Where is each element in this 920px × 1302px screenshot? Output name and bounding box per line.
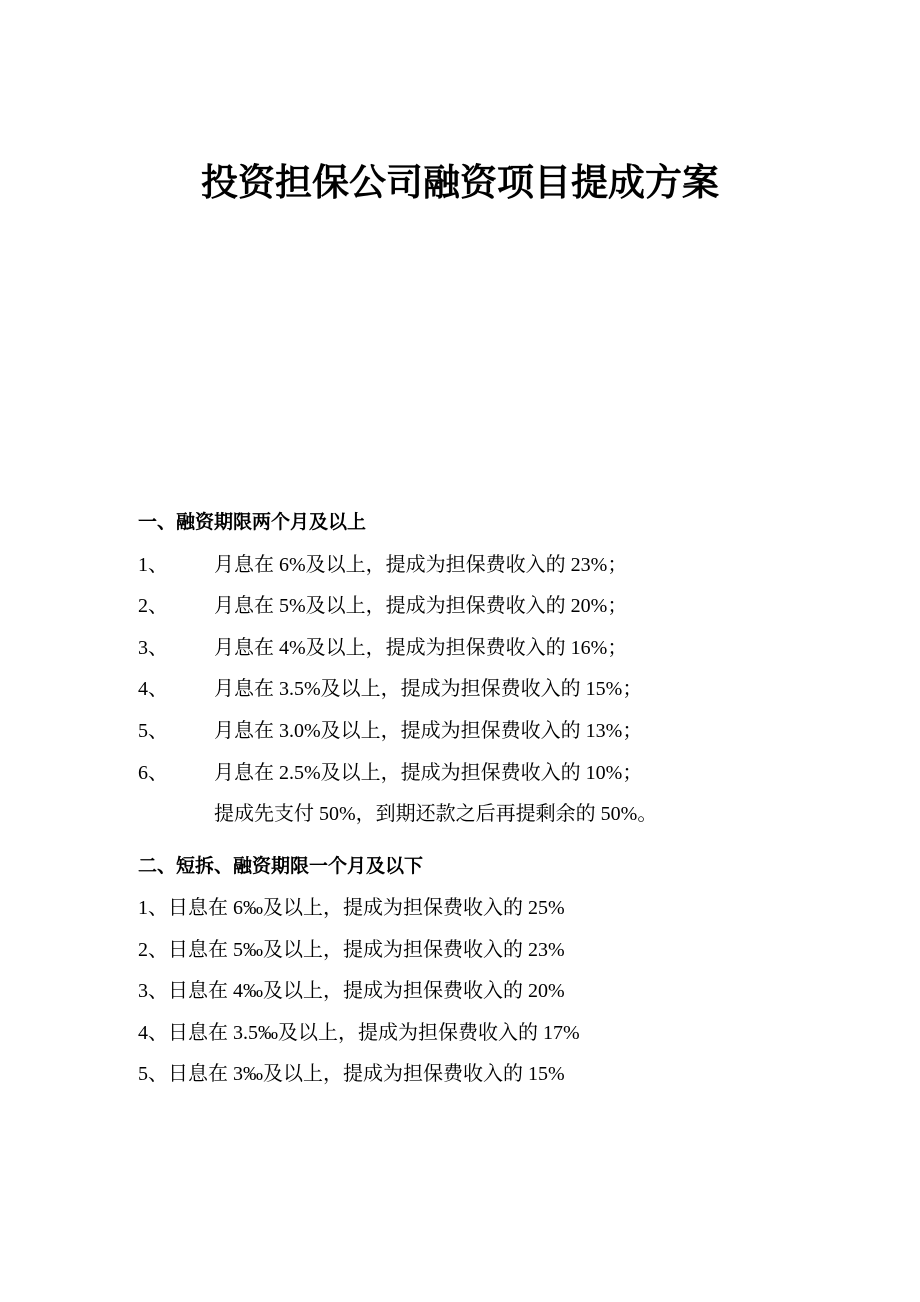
list-item-number: 2、 [138, 938, 168, 961]
list-item-number: 1、 [138, 897, 168, 919]
page-title: 投资担保公司融资项目提成方案 [201, 161, 719, 204]
list-item [138, 1013, 782, 1055]
list-item-number: 6、 [138, 761, 168, 784]
section-note: 提成先支付 50%，到期还款之后再提剩余的 50%。 [214, 803, 658, 826]
commission-list-monthly [138, 545, 782, 795]
list-item-text: 月息在 4%及以上，提成为担保费收入的 16%； [214, 636, 628, 659]
list-item [138, 711, 782, 753]
list-item-text: 月息在 6%及以上，提成为担保费收入的 23%； [214, 553, 628, 576]
list-item-number: 5、 [138, 719, 168, 742]
list-item [138, 628, 782, 670]
section-financing-two-months [138, 506, 782, 835]
list-item-text: 日息在 3.5‰及以上，提成为担保费收入的 17% [168, 1021, 580, 1044]
title-body-spacer [138, 206, 782, 506]
list-item-text: 日息在 4‰及以上，提成为担保费收入的 20% [168, 980, 565, 1003]
list-item [138, 669, 782, 711]
list-item [138, 1054, 782, 1096]
commission-list-daily [138, 888, 782, 1096]
list-item-text: 月息在 3.0%及以上，提成为担保费收入的 13%； [214, 719, 643, 742]
section-short-term-financing [138, 850, 782, 1096]
section-heading: 二、短拆、融资期限一个月及以下 [138, 854, 424, 877]
list-item [138, 971, 782, 1013]
list-item-text: 日息在 3‰及以上，提成为担保费收入的 15% [168, 1063, 565, 1086]
list-item-number: 3、 [138, 980, 168, 1003]
list-item-text: 月息在 3.5%及以上，提成为担保费收入的 15%； [214, 678, 643, 701]
list-item-text: 月息在 5%及以上，提成为担保费收入的 20%； [214, 595, 628, 618]
list-item-text: 日息在 6‰及以上，提成为担保费收入的 25% [168, 897, 565, 919]
list-item [138, 930, 782, 972]
list-item [138, 586, 782, 628]
list-item-text: 月息在 2.5%及以上，提成为担保费收入的 10%； [214, 761, 643, 784]
list-item-text: 日息在 5‰及以上，提成为担保费收入的 23% [168, 938, 565, 961]
list-item-number: 4、 [138, 1021, 168, 1044]
list-item-number: 2、 [138, 595, 168, 618]
list-item-number: 1、 [138, 553, 168, 576]
list-item-number: 4、 [138, 678, 168, 701]
section-heading: 一、融资期限两个月及以上 [138, 511, 367, 534]
list-item [138, 753, 782, 795]
list-item-number: 3、 [138, 636, 168, 659]
list-item [138, 888, 782, 930]
list-item-number: 5、 [138, 1063, 168, 1086]
list-item [138, 545, 782, 587]
